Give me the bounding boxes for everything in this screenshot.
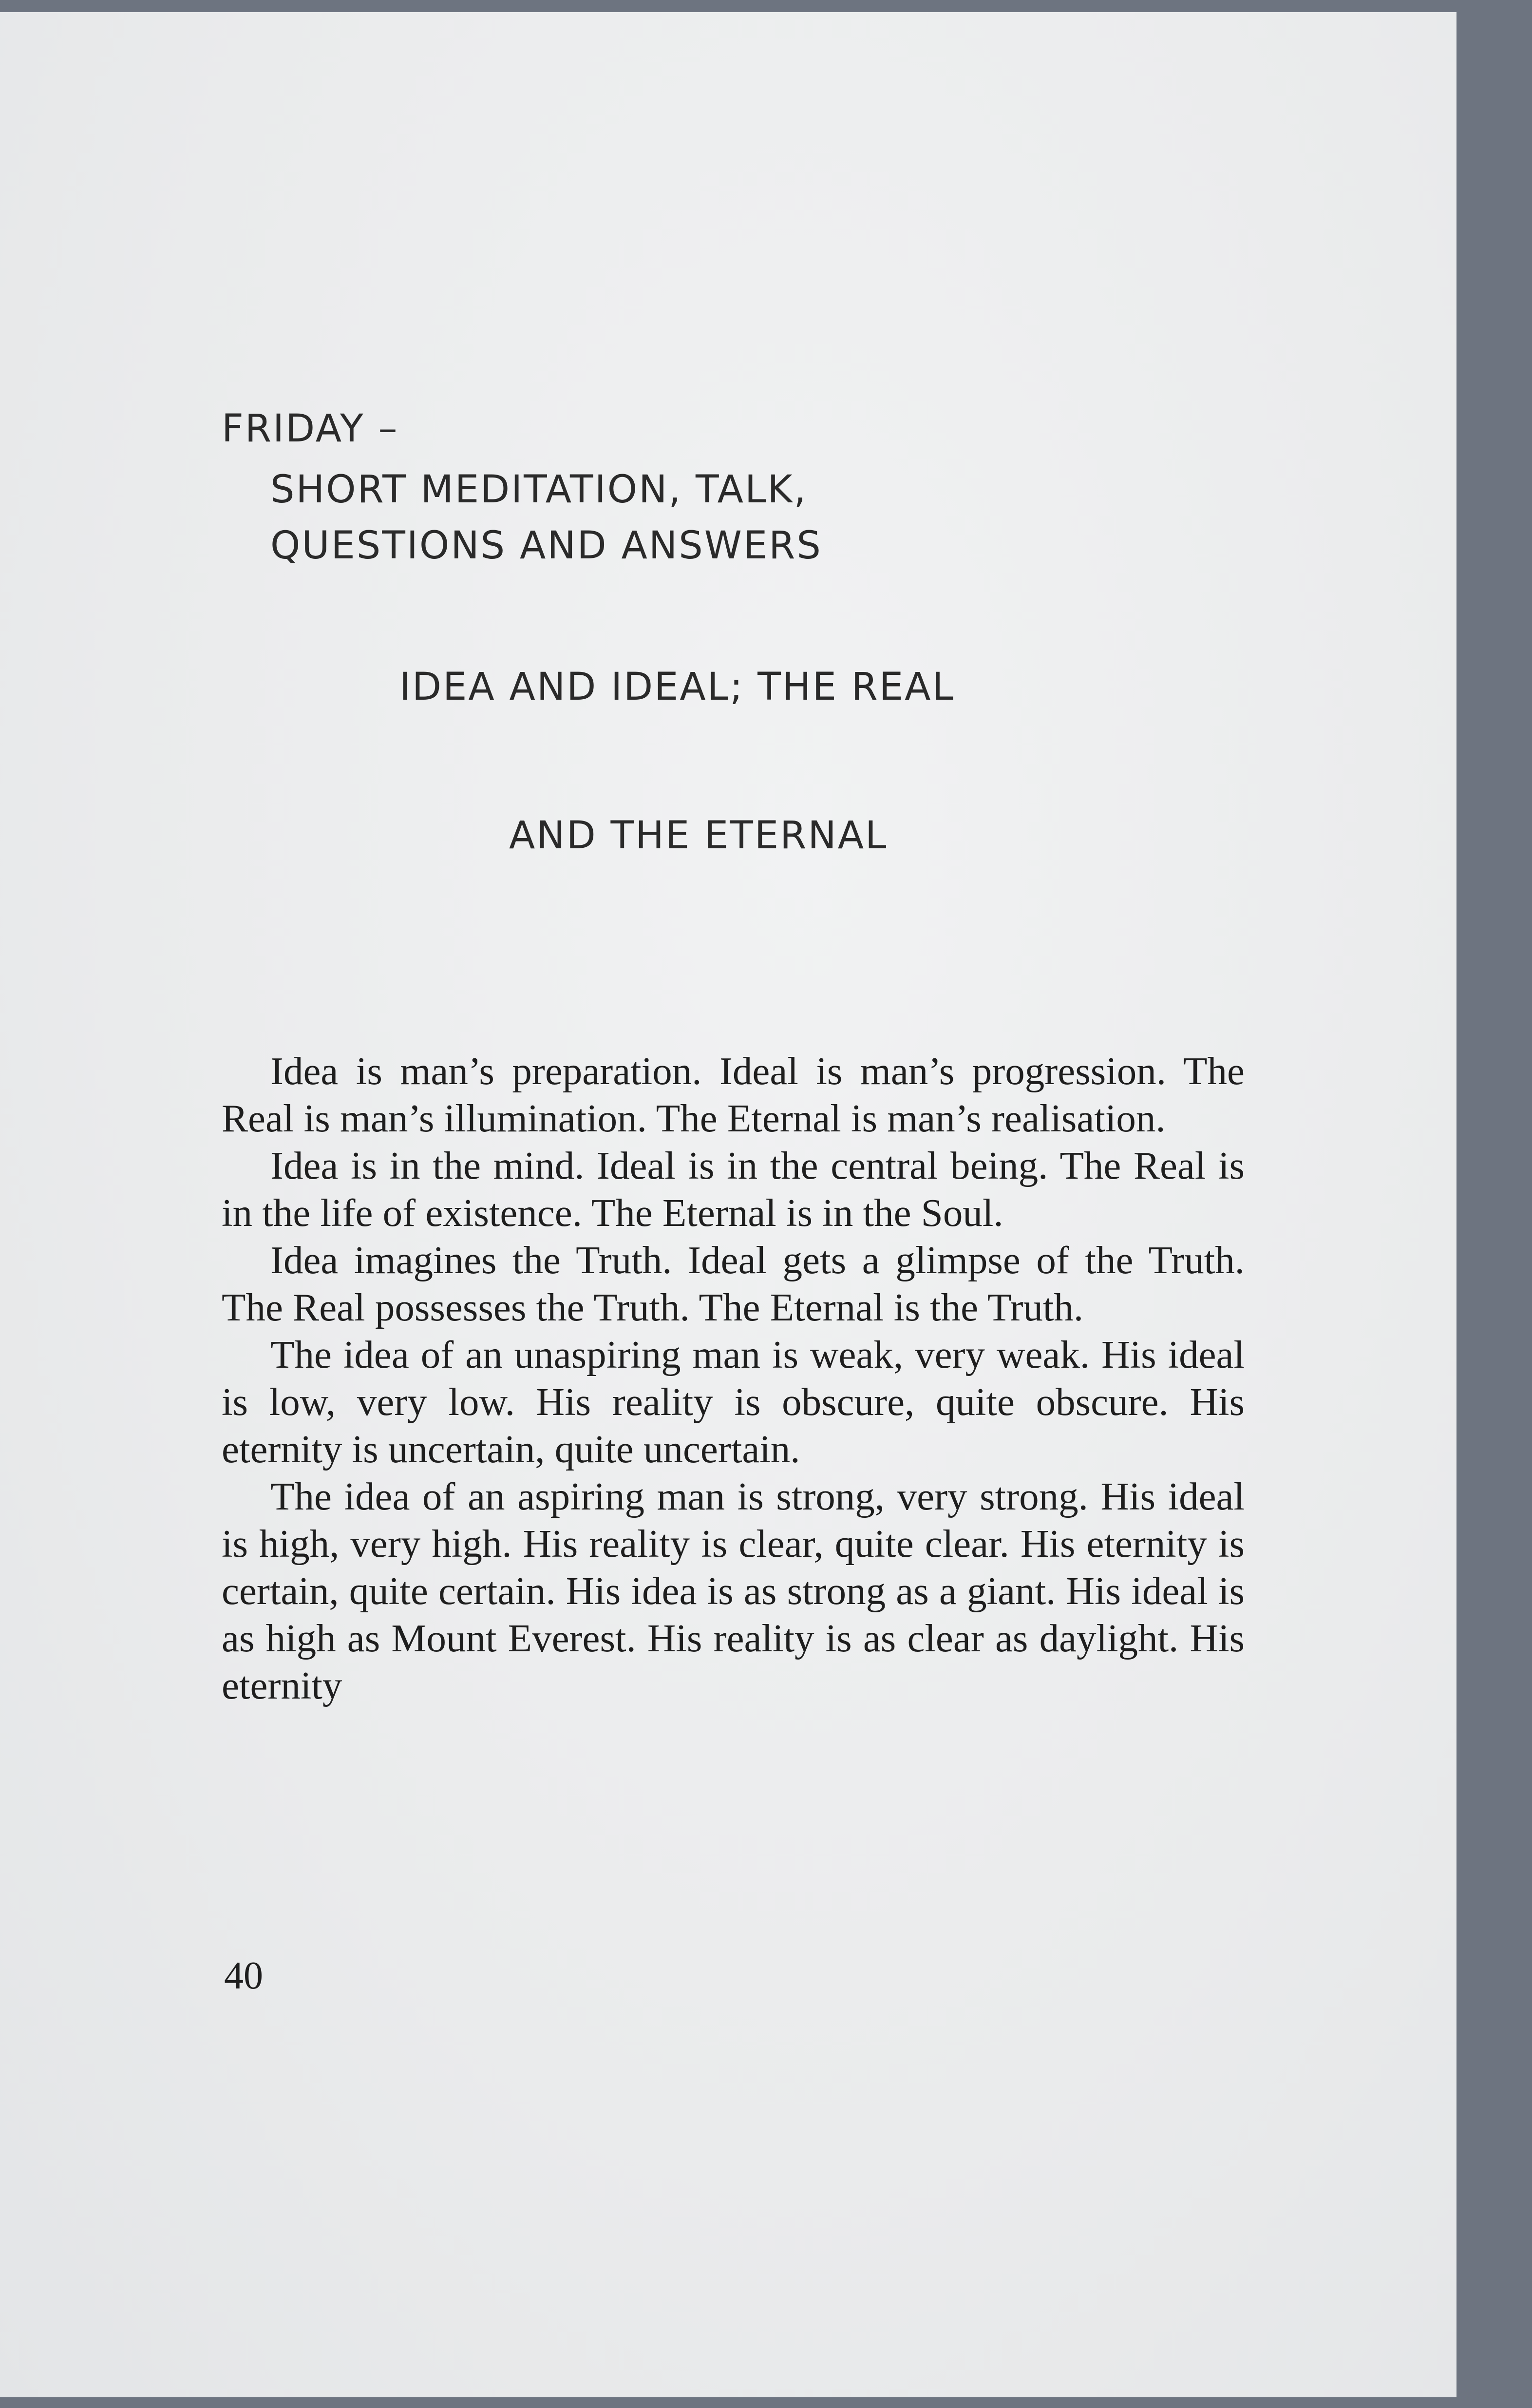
paragraph: Idea is man’s preparation. Ideal is man’s progression. The Real is man’s illumination. The Eternal is man’s realisation. xyxy=(222,1049,1245,1140)
section-heading-day: FRIDAY – xyxy=(222,407,399,451)
paragraph: Idea imagines the Truth. Ideal gets a glimpse of the Truth. The Real possesses the Truth. The Eternal is the Truth. xyxy=(222,1238,1245,1329)
chapter-title-line-2: AND THE ETERNAL xyxy=(509,814,888,858)
book-page xyxy=(0,12,1456,2397)
chapter-title-line-1: IDEA AND IDEAL; THE REAL xyxy=(399,665,955,709)
section-heading-line-1: SHORT MEDITATION, TALK, xyxy=(270,468,808,512)
body-text xyxy=(222,1048,1245,1709)
paragraph: Idea is in the mind. Ideal is in the central being. The Real is in the life of existence. The Eternal is in the Soul. xyxy=(222,1144,1245,1235)
page-number: 40 xyxy=(224,1954,263,1997)
paragraph: The idea of an aspiring man is strong, very strong. His ideal is high, very high. His reality is clear, quite clear. His eternity is certain, quite certain. His idea is as strong as a giant. His ideal is as high as Mount Everest. His reality is as clear as daylight. His eternity xyxy=(222,1474,1245,1707)
section-heading-line-2: QUESTIONS AND ANSWERS xyxy=(270,524,822,568)
paragraph: The idea of an unaspiring man is weak, very weak. His ideal is low, very low. His reality is obscure, quite obscure. His eternity is uncertain, quite uncertain. xyxy=(222,1333,1245,1471)
